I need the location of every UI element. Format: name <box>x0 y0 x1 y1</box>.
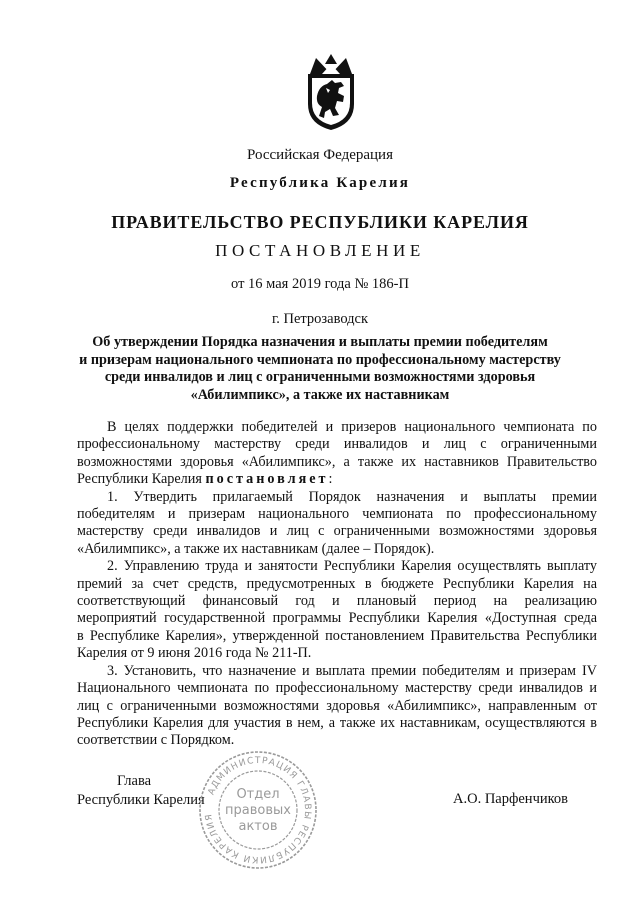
country-name: Российская Федерация <box>247 147 393 163</box>
document-type: ПОСТАНОВЛЕНИЕ <box>215 241 425 260</box>
text-line: 3. Установить, что назначение и выплата премии победителям и призерам IV <box>107 662 597 679</box>
text-line: Национального чемпионата по профессиональному мастерству среди инвалидов и <box>77 680 597 697</box>
text-line: мероприятий государственной программы Республики Карелия «Доступная среда <box>77 610 597 627</box>
stamp-center-line: правовых <box>225 803 291 818</box>
document-date-number: от 16 мая 2019 года № 186-П <box>231 276 409 292</box>
text-line: мастерству среди инвалидов и лиц с ограниченными возможностями здоровья <box>77 523 597 540</box>
republic-name: Республика Карелия <box>229 175 411 191</box>
text-line: Карелия от 9 июня 2016 года № 211-П. <box>77 645 312 662</box>
signatory-name: А.О. Парфенчиков <box>453 791 569 807</box>
item-3-paragraph <box>77 663 597 750</box>
text-line: Республики Карелия для участия в нем, а также их наставникам, осуществляются в <box>77 714 597 731</box>
signatory-position <box>77 772 205 810</box>
text-line: победителям и призерам национального чемпионата по профессиональному <box>77 506 597 523</box>
stamp-ring-text: АДМИНИСТРАЦИЯ ГЛАВЫ РЕСПУБЛИКИ КАРЕЛИЯ <box>204 755 313 865</box>
stamp-center-line: Отдел <box>236 787 280 802</box>
text-line: премий за счет средств, предусмотренных в бюджете Республики Карелия на <box>77 575 597 592</box>
stamp-center-line: актов <box>238 819 278 834</box>
document-city: г. Петрозаводск <box>271 311 369 327</box>
text-fragment: : <box>328 471 333 488</box>
title-line: «Абилимпикс», а также их наставникам <box>190 386 450 403</box>
text-line: «Абилимпикс», а также их наставникам (далее – Порядок). <box>77 540 435 557</box>
text-line: соответствии с Порядком. <box>77 732 235 749</box>
text-line: В целях поддержки победителей и призеров национального чемпионата по <box>107 419 597 435</box>
title-line: среди инвалидов и лиц с ограниченными возможностями здоровья <box>104 369 536 385</box>
text-line: в Республике Карелия», утвержденной постановлением Правительства Республики <box>77 627 597 644</box>
document-title <box>40 334 600 404</box>
item-2-paragraph <box>77 558 597 662</box>
text-line: профессиональному мастерству среди инвалидов и лиц с ограниченными <box>77 436 597 453</box>
signatory-title: Глава <box>117 773 152 789</box>
government-name: ПРАВИТЕЛЬСТВО РЕСПУБЛИКИ КАРЕЛИЯ <box>111 212 529 232</box>
preamble-paragraph <box>77 419 597 489</box>
text-line: 1. Утвердить прилагаемый Порядок назначения и выплаты премии <box>107 488 597 505</box>
coat-of-arms-emblem <box>300 52 362 132</box>
resolves-word: постановляет <box>205 471 329 488</box>
text-line: лиц с ограниченными возможностями здоровья «Абилимпикс», направленным от <box>77 697 597 714</box>
document-body <box>77 419 597 750</box>
text-line: 2. Управлению труда и занятости Республики Карелия осуществлять выплату <box>107 558 597 575</box>
title-line: и призерам национального чемпионата по профессиональному мастерству <box>79 351 561 368</box>
item-1-paragraph <box>77 489 597 559</box>
text-fragment: Республики Карелия <box>77 471 206 488</box>
official-stamp <box>196 748 320 872</box>
title-line: Об утверждении Порядка назначения и выплаты премии победителям <box>92 334 548 350</box>
signatory-region: Республики Карелия <box>77 792 205 808</box>
text-line: соответствующий финансовый год и плановый период на реализацию <box>77 593 597 610</box>
text-line: возможностями здоровья «Абилимпикс», а также их наставников Правительство <box>77 453 597 470</box>
text-line <box>77 471 597 488</box>
